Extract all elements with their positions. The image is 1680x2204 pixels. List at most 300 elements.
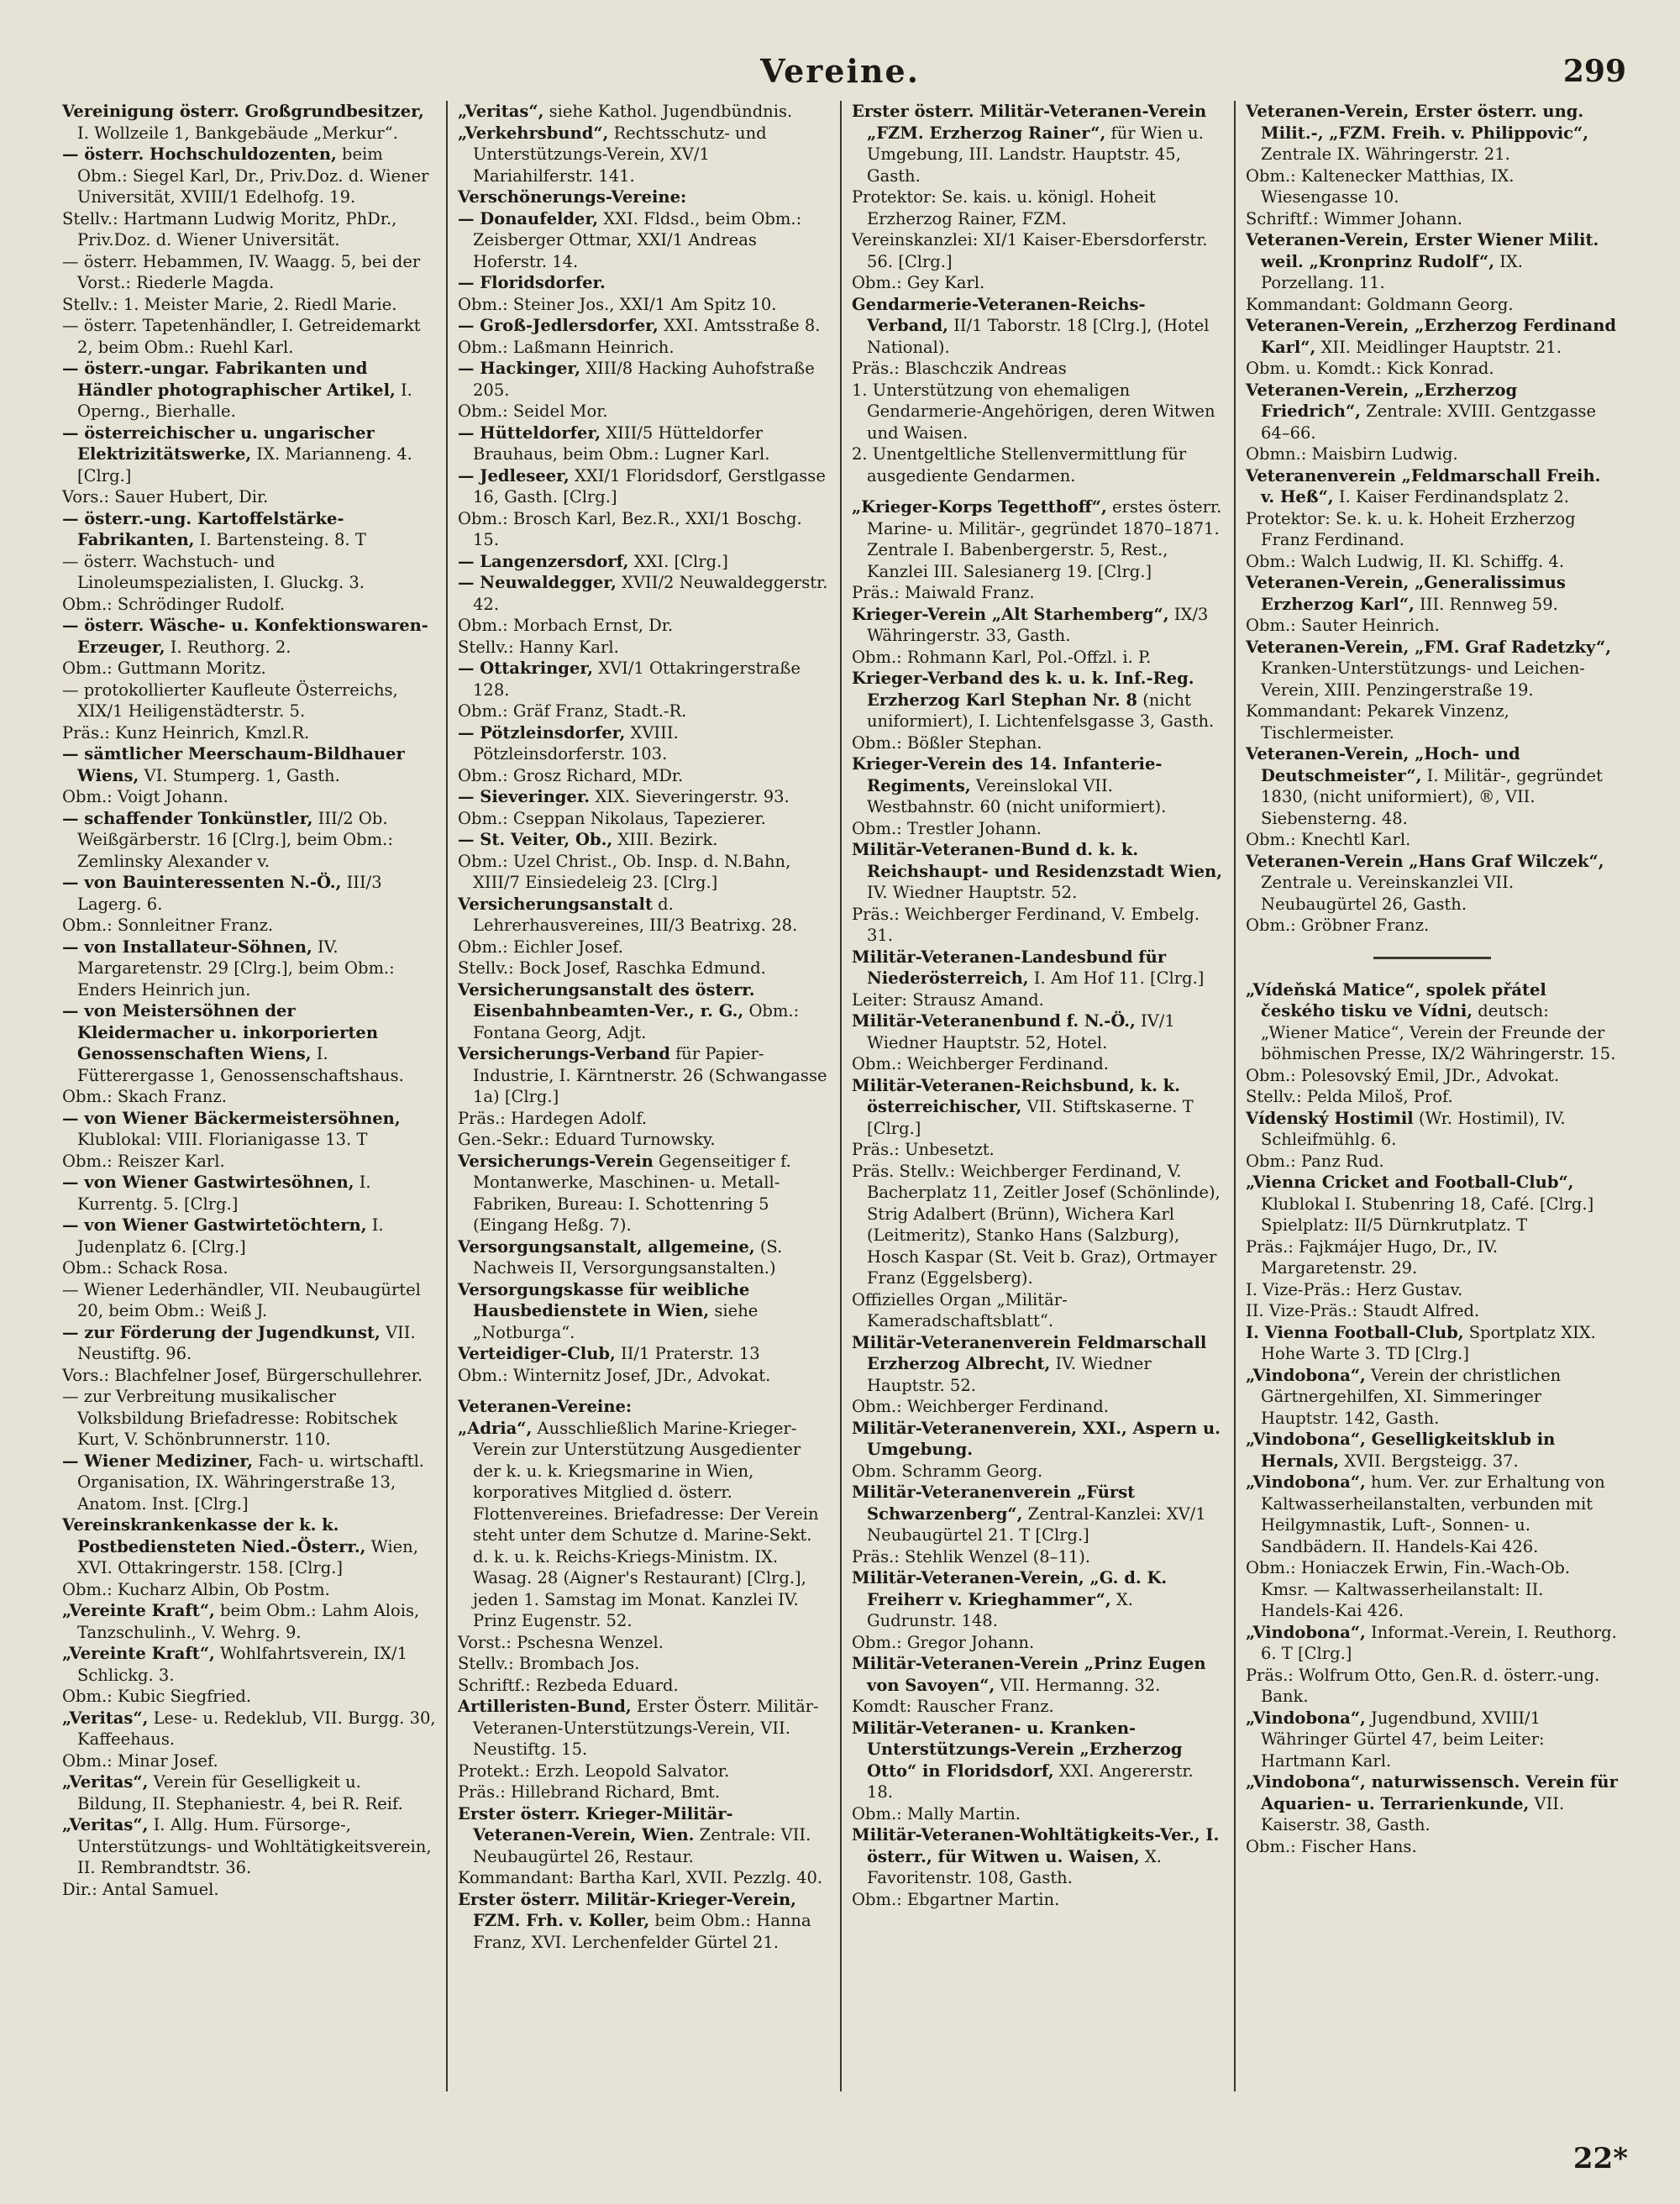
entry-details: Obm.: Minar Josef. [62,1750,218,1771]
entry-details: deutsch: „Wiener Matice“, Verein der Freunde der böhmischen Presse, IX/2 Währingerstr. 15. [1261,1001,1616,1063]
entry-details: Erster Österr. Militär-Veteranen-Unterstützungs-Verein, VII. Neustiftg. 15. [473,1697,819,1759]
entry-details: III/3 Lagerg. 6. [77,873,382,914]
entry-details: — österr. Wachstuch- und Linoleumspezialisten, I. Gluckg. 3. [62,551,365,592]
entry-name: Verteidiger-Club, [458,1344,616,1363]
entry-details: Präs.: Unbesetzt. [852,1140,995,1159]
directory-entry [62,680,436,722]
entry-details: Präs.: Blaschczik Andreas [852,359,1067,378]
entry-details: Obm.: Gräf Franz, Stadt.-R. [458,701,687,721]
directory-entry [62,1451,436,1515]
entry-details: X. Gudrunstr. 148. [867,1589,1133,1630]
entry-name: — von Wiener Gastwirtetöchtern, [62,1215,367,1235]
entry-name: Erster österr. Krieger-Militär-Veteranen-Verein, Wien. [458,1803,733,1845]
entry-name: — schaffender Tonkünstler, [62,808,313,828]
entry-details: I. Wollzeile 1, Bankgebäude „Merkur“. [77,123,398,143]
directory-entry [852,604,1224,647]
directory-entry [62,915,436,937]
entry-details: XXI. [Clrg.] [633,551,728,571]
directory-entry [458,358,830,401]
entry-name: „Vindobona“, [1246,1622,1366,1642]
directory-entry [458,786,830,808]
entry-details: Obm.: Guttmann Moritz. [62,659,266,678]
directory-entry [1246,465,1618,508]
entry-details: Präs.: Kunz Heinrich, Kmzl.R. [62,722,310,743]
directory-entry [1246,1172,1618,1236]
directory-entry [458,1365,830,1387]
entry-details: Rechtsschutz- und Unterstützungs-Verein, XV/1 Mariahilferstr. 141. [473,123,767,186]
entry-details: Obm.: Skach Franz. [62,1087,227,1106]
entry-details: Obm.: Kaltenecker Matthias, IX. Wiesengasse 10. [1246,165,1515,207]
entry-details: XXI. Angererstr. 18. [867,1761,1194,1802]
entry-details: Protekt.: Erzh. Leopold Salvator. [458,1761,730,1781]
directory-entry [458,551,830,573]
entry-name: Versorgungskasse für weibliche Hausbedienstete in Wien, [458,1279,750,1320]
entry-name: Militär-Veteranenbund f. N.-Ö., [852,1011,1136,1031]
entry-name: — Neuwaldegger, [458,573,617,592]
entry-details: Stellv.: Pelda Miloš, Prof. [1246,1087,1453,1106]
entry-details: Ausschließlich Marine-Krieger-Verein zur Unterstützung Ausgedienter der k. u. k. Kriegsmarine in Wien, korporatives Mitglied d. österr. Flottenvereines. Briefadresse: Der Verein steht unter dem Schutze d. Marine-Sekt. d. k. u. k. Reichs-Kriegs-Ministm. IX. Wasag. 28 (Aigner's Restaurant) [Clrg.], jeden 1. Samstag im Monat. Kanzlei IV. Prinz Eugenstr. 52. [473,1418,819,1630]
directory-entry [852,1461,1224,1482]
entry-name: Veteranen-Verein, „Erzherzog Ferdinand Karl“, [1246,316,1617,357]
directory-entry [62,1086,436,1108]
directory-entry [1246,165,1618,208]
entry-details: Verein für Geselligkeit u. Bildung, II. Stephaniestr. 4, bei R. Reif. [77,1772,403,1813]
entry-name: — von Installateur-Söhnen, [62,937,312,957]
entry-name: Vídenský Hostimil [1246,1108,1414,1128]
entry-name: Erster österr. Militär-Krieger-Verein, FZM. Frh. v. Koller, [458,1889,796,1930]
directory-entry [458,1632,830,1654]
entry-name: Krieger-Verein „Alt Starhemberg“, [852,604,1169,624]
entry-details: Offizielles Organ „Militär-Kameradschaftsblatt“. [852,1289,1068,1330]
entry-details: — protokollierter Kaufleute Österreichs, XIX/1 Heiligenstädterstr. 5. [62,680,398,721]
entry-details: (S. Nachweis II, Versorgungsanstalten.) [473,1236,783,1278]
entry-name: Militär-Veteranenverein „Fürst Schwarzenberg“, [852,1482,1136,1524]
entry-details: — Wiener Lederhändler, VII. Neubaugürtel 20, beim Obm.: Weiß J. [62,1279,421,1320]
entry-details: XIII/5 Hütteldorfer Brauhaus, beim Obm.: Lugner Karl. [473,422,770,464]
page-header [0,52,1680,102]
directory-entry [1246,508,1618,551]
entry-details: Obm.: Seidel Mor. [458,401,608,421]
entry-details: XVII. Bergsteigg. 37. [1344,1451,1519,1471]
entry-name: Krieger-Verein des 14. Infanterie-Regiments, [852,754,1163,795]
entry-details: I. Am Hof 11. [Clrg.] [1033,968,1205,988]
directory-entry [62,1686,436,1708]
directory-entry [62,358,436,422]
directory-entry [62,1514,436,1579]
directory-entry [458,894,830,937]
directory-entry [62,1708,436,1750]
directory-entry [1246,1665,1618,1708]
directory-entry [852,1396,1224,1418]
entry-details: Obm.: Fischer Hans. [1246,1836,1417,1856]
directory-entry [1246,1151,1618,1173]
directory-entry [852,839,1224,904]
entry-details: IV. Margaretenstr. 29 [Clrg.], beim Obm.: Enders Heinrich jun. [77,937,395,1000]
directory-entry [458,337,830,359]
directory-entry [62,1771,436,1814]
directory-entry [1246,443,1618,465]
entry-details: Kommandant: Pekarek Vinzenz, Tischlermeister. [1246,701,1509,743]
entry-details: Wien, XVI. Ottakringerstr. 158. [Clrg.] [77,1536,418,1577]
entry-name: Versicherungsanstalt des österr. Eisenbahnbeamten-Ver., r. G., [458,979,755,1021]
entry-details: hum. Ver. zur Erhaltung von Kaltwasserheilanstalten, verbunden mit Heilgymnastik, Luft-, Sonnen- u. Sandbädern. II. Handels-Kai 426. [1261,1472,1605,1556]
directory-entry [62,722,436,744]
entry-details: Obm.: Steiner Jos., XXI/1 Am Spitz 10. [458,294,777,314]
entry-details: I. Operng., Bierhalle. [77,380,412,421]
entry-name: — von Wiener Gastwirtesöhnen, [62,1173,354,1192]
directory-entry [852,732,1224,754]
directory-entry [852,1803,1224,1825]
entry-name: Vereinigung österr. Großgrundbesitzer, [62,102,424,121]
directory-entry [1246,1622,1618,1665]
directory-entry [852,443,1224,486]
directory-entry [62,1643,436,1686]
entry-name: — von Meistersöhnen der Kleidermacher u. inkorporierten Genossenschaften Wiens, [62,1001,378,1063]
entry-details: Obm.: Trestler Johann. [852,818,1042,838]
entry-details: Obm.: Sauter Heinrich. [1246,616,1440,635]
entry-details: Obm.: Schrödinger Rudolf. [62,594,286,614]
directory-entry [852,1696,1224,1718]
directory-entry [62,294,436,316]
entry-name: — Wiener Mediziner, [62,1451,254,1471]
entry-details: Sportplatz XIX. Hohe Warte 3. TD [Clrg.] [1261,1322,1596,1363]
entry-name: — Groß-Jedlersdorfer, [458,316,659,335]
directory-entry [852,947,1224,989]
directory-entry [458,1675,830,1697]
directory-entry [62,1386,436,1451]
directory-entry [852,272,1224,294]
entry-details: Vors.: Sauer Hubert, Dir. [62,487,269,506]
entry-details: Informat.-Verein, I. Reuthorg. 6. T [Clrg.] [1261,1622,1617,1663]
entry-name: „Vídeňská Matice“, spolek přátel českého tisku ve Vídni, [1246,979,1546,1021]
entry-details: XIII/8 Hacking Auhofstraße 205. [473,359,815,400]
directory-entry [852,1332,1224,1397]
entry-details: Klublokal I. Stubenring 18, Café. [Clrg.] Spielplatz: II/5 Dürnkrutplatz. T [1261,1194,1594,1235]
entry-details: Obm. Schramm Georg. [852,1461,1043,1481]
directory-entry [1246,637,1618,701]
entry-details: Obm.: Morbach Ernst, Dr. [458,616,674,635]
spacer [458,1386,830,1396]
entry-details: beim Obm.: Hanna Franz, XVI. Lerchenfelder Gürtel 21. [473,1911,811,1952]
entry-name: I. Vienna Football-Club, [1246,1322,1464,1342]
entry-name: Vereinskrankenkasse der k. k. Postbediensteten Nied.-Österr., [62,1515,366,1556]
entry-name: „Vindobona“, [1246,1472,1366,1492]
entry-details: für Papier-Industrie, I. Kärntnerstr. 26 (Schwangasse 1a) [Clrg.] [473,1044,827,1106]
directory-entry [458,1418,830,1632]
directory-entry [852,1289,1224,1332]
directory-entry [458,1343,830,1365]
directory-entry [458,979,830,1044]
directory-entry [1246,1065,1618,1087]
entry-details: Präs.: Maiwald Franz. [852,583,1035,602]
directory-entry [458,701,830,722]
directory-entry [458,937,830,958]
entry-name: Veteranen-Verein, „Generalissimus Erzherzog Karl“, [1246,573,1566,614]
entry-name: Militär-Veteranen-Verein, „G. d. K. Freiherr v. Krieghammer“, [852,1568,1168,1609]
directory-entry [62,1579,436,1601]
entry-details: Präs.: Hillebrand Richard, Bmt. [458,1782,721,1802]
entry-details: 1. Unterstützung von ehemaligen Gendarmerie-Angehörigen, deren Witwen und Waisen. [852,380,1215,443]
directory-entry [458,615,830,637]
entry-details: II/1 Praterstr. 13 [621,1344,760,1363]
entry-name: — österr. Hochschuldozenten, [62,144,337,164]
entry-details: Jugendbund, XVIII/1 Währinger Gürtel 47, beim Leiter: Hartmann Karl. [1261,1708,1545,1771]
entry-name: Veteranen-Verein, Erster österr. ung. Milit.-, „FZM. Freih. v. Philippovic“, [1246,102,1588,143]
directory-entry [458,186,830,208]
entry-name: „Vindobona“, [1246,1365,1366,1385]
directory-entry [852,229,1224,272]
entry-details: Obm.: Polesovský Emil, JDr., Advokat. [1246,1065,1560,1085]
directory-entry [1246,572,1618,615]
entry-name: Militär-Veteranen-Verein „Prinz Eugen von Savoyen“, [852,1654,1206,1695]
directory-entry [1246,829,1618,851]
entry-details: Zentrale u. Vereinskanzlei VII. Neubaugürtel 26, Gasth. [1261,873,1515,914]
directory-entry [852,1653,1224,1696]
entry-name: Veteranen-Verein, „Erzherzog Friedrich“, [1246,380,1518,421]
entry-details: Obm.: Kubic Siegfried. [62,1687,252,1706]
directory-entry [62,743,436,786]
directory-entry [852,294,1224,359]
entry-name: Veteranen-Verein, „Hoch- und Deutschmeister“, [1246,744,1520,785]
entry-details: Schriftf.: Wimmer Johann. [1246,208,1462,228]
entry-details: VII. Hermanng. 32. [1000,1675,1161,1695]
entry-name: Versicherungs-Verband [458,1044,670,1063]
entry-name: Veteranen-Verein „Hans Graf Wilczek“, [1246,851,1604,871]
directory-entry [458,465,830,508]
entry-details: 2. Unentgeltliche Stellenvermittlung für ausgediente Gendarmen. [852,444,1187,485]
directory-entry [62,144,436,208]
directory-entry [62,1215,436,1257]
directory-entry [1246,1322,1618,1365]
directory-entry [1246,1279,1618,1301]
entry-name: „Vindobona“, Geselligkeitsklub in Hernals, [1246,1430,1556,1471]
entry-name: Militär-Veteranen-Landesbund für Niederösterreich, [852,947,1167,988]
directory-entry [458,1129,830,1151]
entry-name: — von Bauinteressenten N.-Ö., [62,873,342,892]
entry-details: Obm.: Ebgartner Martin. [852,1889,1060,1909]
entry-name: — Ottakringer, [458,659,593,678]
directory-entry [458,1151,830,1236]
entry-name: — österr.-ung. Kartoffelstärke-Fabrikanten, [62,508,344,549]
entry-details: — österr. Hebammen, IV. Waagg. 5, bei der Vorst.: Riederle Magda. [62,251,421,292]
entry-details: Vereinslokal VII. Westbahnstr. 60 (nicht uniformiert). [867,775,1167,816]
directory-entry [1246,1365,1618,1430]
directory-entry [62,1151,436,1173]
entry-details: Obm.: Grosz Richard, MDr. [458,765,684,785]
directory-entry [458,1782,830,1803]
entry-details: VII. Stiftskaserne. T [Clrg.] [867,1097,1194,1138]
directory-entry [1246,1472,1618,1557]
directory-entry [458,422,830,465]
entry-details: Gegenseitiger f. Montanwerke, Maschinen- u. Metall-Fabriken, Bureau: I. Schottenring 5 (Eingang Heßg. 7). [473,1151,791,1235]
entry-name: — österr. Wäsche- u. Konfektionswaren-Erzeuger, [62,616,428,657]
directory-entry [458,722,830,765]
directory-entry [1246,101,1618,165]
entry-details: Obm.: Laßmann Heinrich. [458,337,675,357]
directory-entry [458,1653,830,1675]
entry-details: I. Judenplatz 6. [Clrg.] [77,1215,384,1257]
directory-entry [1246,743,1618,829]
entry-details: Präs.: Wolfrum Otto, Gen.R. d. österr.-ung. Bank. [1246,1665,1600,1706]
entry-details: siehe Kathol. Jugendbündnis. [549,102,793,121]
entry-details: siehe „Notburga“. [473,1301,759,1342]
directory-entry [458,101,830,123]
entry-details: Stellv.: Brombach Jos. [458,1654,640,1673]
entry-name: „Vereinte Kraft“, [62,1644,215,1663]
directory-entry [852,1010,1224,1053]
entry-details: Vereinskanzlei: XI/1 Kaiser-Ebersdorferstr. 56. [Clrg.] [852,230,1208,271]
directory-entry [852,818,1224,840]
directory-entry [62,551,436,594]
entry-name: „Vienna Cricket and Football-Club“, [1246,1173,1574,1192]
entry-details: I. Fütterergasse 1, Genossenschaftshaus. [77,1044,404,1085]
entry-details: Leiter: Strausz Amand. [852,989,1044,1010]
entry-name: — österreichischer u. ungarischer Elektrizitätswerke, [62,422,375,464]
entry-details: Klublokal: VIII. Florianigasse 13. T [77,1130,368,1149]
entry-details: XVI/1 Ottakringerstraße 128. [473,659,801,700]
directory-entry [458,1279,830,1344]
entry-details: Vors.: Blachfelner Josef, Bürgerschullehrer. [62,1365,423,1385]
directory-entry [62,1600,436,1643]
entry-details: Obm.: Eichler Josef. [458,937,623,957]
entry-details: Zentrale: XVIII. Gentzgasse 64–66. [1261,401,1597,443]
directory-entry [1246,1108,1618,1151]
directory-entry [62,315,436,358]
entry-details: II. Vize-Präs.: Staudt Alfred. [1246,1301,1480,1320]
entry-name: Militär-Veteranen- u. Kranken-Unterstützungs-Verein „Erzherzog Otto“ in Floridsdorf, [852,1718,1183,1781]
entry-name: — sämtlicher Meerschaum-Bildhauer Wiens, [62,744,405,785]
entry-details: erstes österr. Marine- u. Militär-, gegründet 1870–1871. Zentrale I. Babenbergerstr. 5, Rest., Kanzlei III. Salesianerg 19. [Clrg.] [867,497,1222,581]
directory-entry [1246,1429,1618,1472]
directory-entry [852,1546,1224,1568]
directory-entry [1246,1708,1618,1772]
directory-entry [458,1396,830,1418]
entry-details: Obm.: Sonnleitner Franz. [62,916,274,935]
entry-details: VII. Kaiserstr. 38, Gasth. [1261,1793,1565,1834]
directory-entry [852,101,1224,186]
entry-details: III. Rennweg 59. [1420,594,1558,614]
entry-details: Obm.: Honiaczek Erwin, Fin.-Wach-Ob. Kmsr. — Kaltwasserheilanstalt: II. Handels-Kai 426. [1246,1558,1571,1620]
directory-entry [1246,358,1618,380]
directory-entry [852,989,1224,1011]
entry-details: — österr. Tapetenhändler, I. Getreidemarkt 2, beim Obm.: Ruehl Karl. [62,316,421,357]
entry-name: Veteranen-Verein, Erster Wiener Milit. weil. „Kronprinz Rudolf“, [1246,230,1599,271]
entry-details: I. Militär-, gegründet 1830, (nicht uniformiert), ®, VII. Siebensterng. 48. [1261,765,1603,828]
entry-name: Verschönerungs-Vereine: [458,187,687,207]
entry-details: Obm.: Kucharz Albin, Ob Postm. [62,1579,330,1599]
entry-name: „Krieger-Korps Tegetthoff“, [852,497,1107,517]
directory-entry [852,1053,1224,1075]
entry-details: Obm.: Rohmann Karl, Pol.-Offzl. i. P. [852,647,1152,667]
entry-name: Veteranen-Verein, „FM. Graf Radetzky“, [1246,637,1612,657]
directory-entry [852,358,1224,380]
entry-details: Obm.: Gey Karl. [852,273,985,292]
entry-details: Wohlfahrtsverein, IX/1 Schlickg. 3. [77,1644,408,1685]
entry-name: — zur Förderung der Jugendkunst, [62,1322,381,1342]
entry-details: XXI. Fldsd., beim Obm.: Zeisberger Ottmar, XXI/1 Andreas Hoferstr. 14. [473,208,802,271]
entry-details: IV. Wiedner Hauptstr. 52. [867,883,1078,902]
entry-details: Schriftf.: Rezbeda Eduard. [458,1675,679,1695]
directory-entry [1246,551,1618,573]
entry-details: IX. Marianneng. 4. [Clrg.] [77,444,412,485]
section-divider [1373,957,1491,959]
entry-details: Obm.: Gregor Johann. [852,1632,1035,1652]
entry-name: — Donaufelder, [458,208,599,228]
directory-entry [458,1043,830,1108]
page-title: Vereine. [760,52,920,90]
directory-entry [852,1482,1224,1546]
entry-details: XVII/2 Neuwaldeggerstr. 42. [473,573,828,614]
directory-entry [62,1322,436,1365]
entry-details: Obm.: Brosch Karl, Bez.R., XXI/1 Boschg. 15. [458,508,802,549]
column-3 [840,101,1234,2091]
directory-entry [458,1889,830,1954]
directory-entry [458,272,830,294]
entry-name: Gendarmerie-Veteranen-Reichs-Verband, [852,294,1146,335]
directory-entry [1246,294,1618,316]
entry-name: — Hackinger, [458,359,581,378]
entry-details: I. Bartensteing. 8. T [199,530,366,549]
directory-entry [852,496,1224,582]
directory-entry [458,294,830,316]
entry-details: Obm.: Fontana Georg, Adjt. [473,1001,800,1042]
directory-entry [62,208,436,251]
directory-entry [458,1867,830,1889]
entry-name: „Adria“, [458,1418,533,1438]
entry-details: I. Kurrentg. 5. [Clrg.] [77,1173,371,1214]
directory-entry [62,786,436,808]
directory-entry [458,1236,830,1279]
directory-entry [1246,979,1618,1065]
directory-entry [62,937,436,1001]
directory-entry [852,1824,1224,1889]
entry-details: X. Favoritenstr. 108, Gasth. [867,1846,1162,1887]
entry-name: — Sieveringer. [458,787,591,806]
column-4 [1234,101,1628,2091]
directory-entry [62,1000,436,1086]
columns [52,101,1628,2091]
entry-details: Präs.: Weichberger Ferdinand, V. Embelg. 31. [852,904,1200,945]
entry-details: Gen.-Sekr.: Eduard Turnowsky. [458,1130,716,1149]
entry-name: Militär-Veteranenverein Feldmarschall Erzherzog Albrecht, [852,1332,1207,1373]
entry-name: „Vereinte Kraft“, [62,1601,215,1620]
entry-details: Obm.: Knechtl Karl. [1246,830,1411,849]
directory-entry [1246,615,1618,637]
entry-details: I. Reuthorg. 2. [170,637,291,657]
entry-name: Versorgungsanstalt, allgemeine, [458,1236,755,1257]
entry-details: III/2 Ob. Weißgärberstr. 16 [Clrg.], beim Obm.: Zemlinsky Alexander v. [77,808,393,871]
entry-name: Versicherungs-Verein [458,1151,654,1171]
directory-entry [62,594,436,616]
directory-entry [1246,1771,1618,1836]
entry-details: IV. Wiedner Hauptstr. 52. [867,1354,1152,1395]
entry-details: Präs.: Stehlik Wenzel (8–11). [852,1546,1091,1566]
directory-entry [458,658,830,701]
directory-entry [458,1696,830,1761]
entry-name: „Vindobona“, [1246,1708,1366,1728]
directory-entry [1246,229,1618,294]
entry-details: Obm.: Bößler Stephan. [852,732,1042,753]
entry-details: Stellv.: Bock Josef, Raschka Edmund. [458,958,766,978]
entry-name: „Veritas“, [62,1708,149,1728]
entry-details: II/1 Taborstr. 18 [Clrg.], (Hotel National). [867,316,1210,357]
entry-name: Krieger-Verband des k. u. k. Inf.-Reg. Erzherzog Karl Stephan Nr. 8 [852,669,1194,710]
entry-name: — Hütteldorfer, [458,422,601,443]
entry-name: — St. Veiter, Ob., [458,830,613,849]
entry-details: beim Obm.: Lahm Alois, Tanzschulinh., V. Wehrg. 9. [77,1601,420,1642]
entry-details: Obm.: Voigt Johann. [62,787,228,806]
directory-entry [852,647,1224,669]
